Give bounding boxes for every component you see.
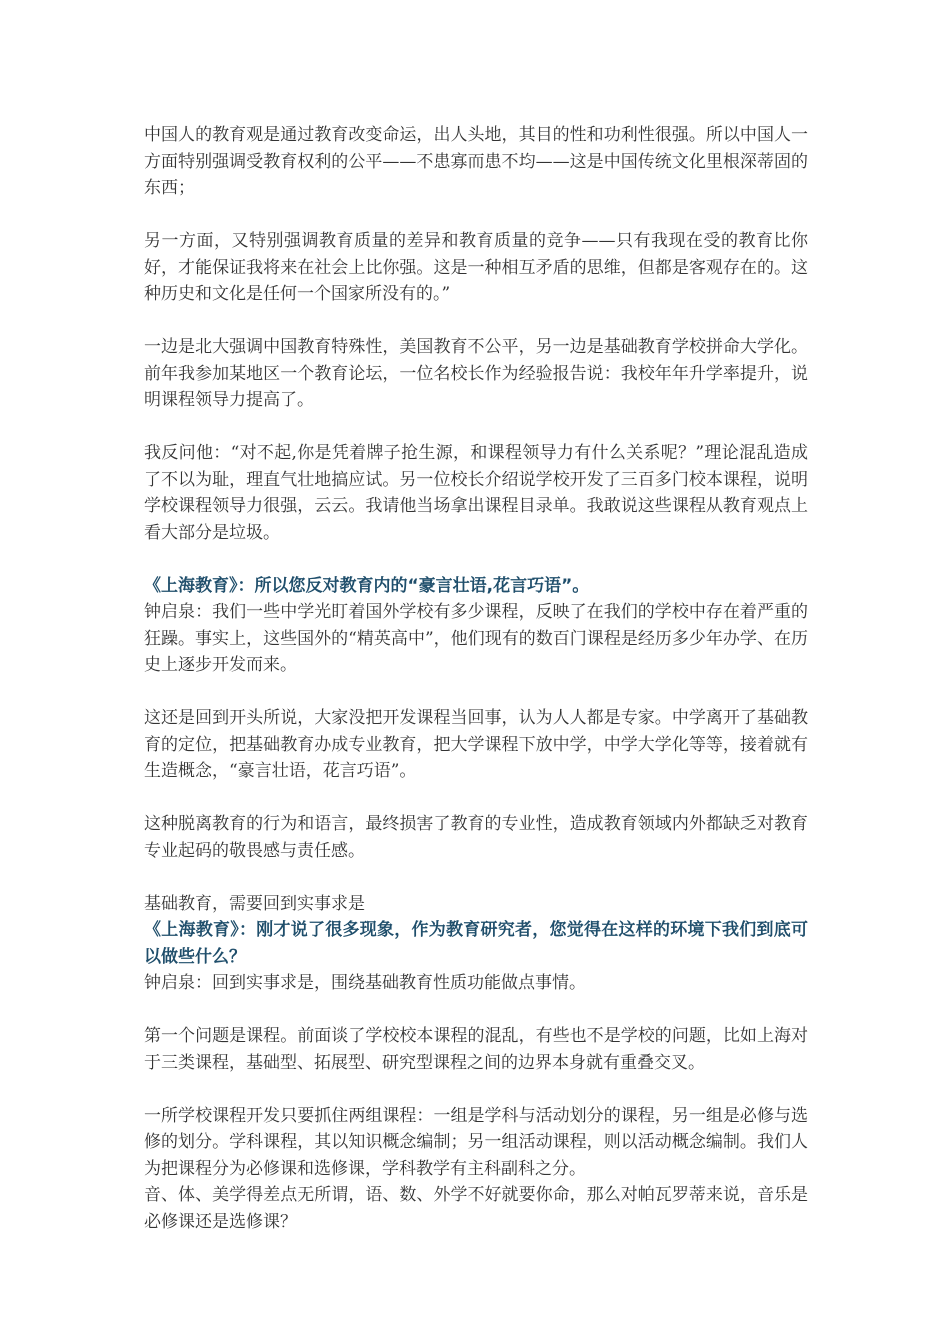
paragraph-12: 第一个问题是课程。前面谈了学校校本课程的混乱，有些也不是学校的问题，比如上海对于三类课程，基础型、拓展型、研究型课程之间的边界本身就有重叠交叉。 <box>144 1026 808 1073</box>
paragraph-3: 一边是北大强调中国教育特殊性，美国教育不公平，另一边是基础教育学校拼命大学化。前年我参加某地区一个教育论坛，一位名校长作为经验报告说：我校年年升学率提升，说明课程领导力提高了。 <box>144 337 808 410</box>
paragraph-1: 中国人的教育观是通过教育改变命运，出人头地，其目的性和功利性很强。所以中国人一方面特别强调受教育权利的公平——不患寡而患不均——这是中国传统文化里根深蒂固的东西； <box>144 125 808 198</box>
interview-question-2: 《上海教育》：刚才说了很多现象，作为教育研究者，您觉得在这样的环境下我们到底可以做些什么？ <box>144 920 808 967</box>
paragraph-2: 另一方面，又特别强调教育质量的差异和教育质量的竞争——只有我现在受的教育比你好，才能保证我将来在社会上比你强。这是一种相互矛盾的思维，但都是客观存在的。这种历史和文化是任何一个国家所没有的。” <box>144 231 808 304</box>
answer-paragraph-2: 钟启泉：回到实事求是，围绕基础教育性质功能做点事情。 <box>144 973 586 993</box>
paragraph-13: 一所学校课程开发只要抓住两组课程：一组是学科与活动划分的课程，另一组是必修与选修的划分。学科课程，其以知识概念编制；另一组活动课程，则以活动概念编制。我们人为把课程分为必修课和选修课，学科教学有主科副科之分。 <box>144 1105 808 1179</box>
paragraph-4: 我反问他：“对不起,你是凭着牌子抢生源，和课程领导力有什么关系呢？”理论混乱造成了不以为耻，理直气壮地搞应试。另一位校长介绍说学校开发了三百多门校本课程，说明学校课程领导力很强，云云。我请他当场拿出课程目录单。我敢说这些课程从教育观点上看大部分是垃圾。 <box>144 443 808 543</box>
interview-question-1: 《上海教育》：所以您反对教育内的“豪言壮语,花言巧语”。 <box>144 575 590 596</box>
section-heading: 基础教育，需要回到实事求是 <box>144 893 365 914</box>
paragraph-7: 这还是回到开头所说，大家没把开发课程当回事，认为人人都是专家。中学离开了基础教育的定位，把基础教育办成专业教育，把大学课程下放中学，中学大学化等等，接着就有生造概念，“豪言壮语，花言巧语”。 <box>144 708 808 781</box>
paragraph-14: 音、体、美学得差点无所谓，语、数、外学不好就要你命，那么对帕瓦罗蒂来说，音乐是必修课还是选修课？ <box>144 1185 808 1232</box>
document-body <box>144 122 808 1235</box>
answer-paragraph-1: 钟启泉：我们一些中学光盯着国外学校有多少课程，反映了在我们的学校中存在着严重的狂躁。事实上，这些国外的“精英高中”，他们现有的数百门课程是经历多少年办学、在历史上逐步开发而来。 <box>144 602 808 675</box>
paragraph-8: 这种脱离教育的行为和语言，最终损害了教育的专业性，造成教育领域内外都缺乏对教育专业起码的敬畏感与责任感。 <box>144 814 808 861</box>
